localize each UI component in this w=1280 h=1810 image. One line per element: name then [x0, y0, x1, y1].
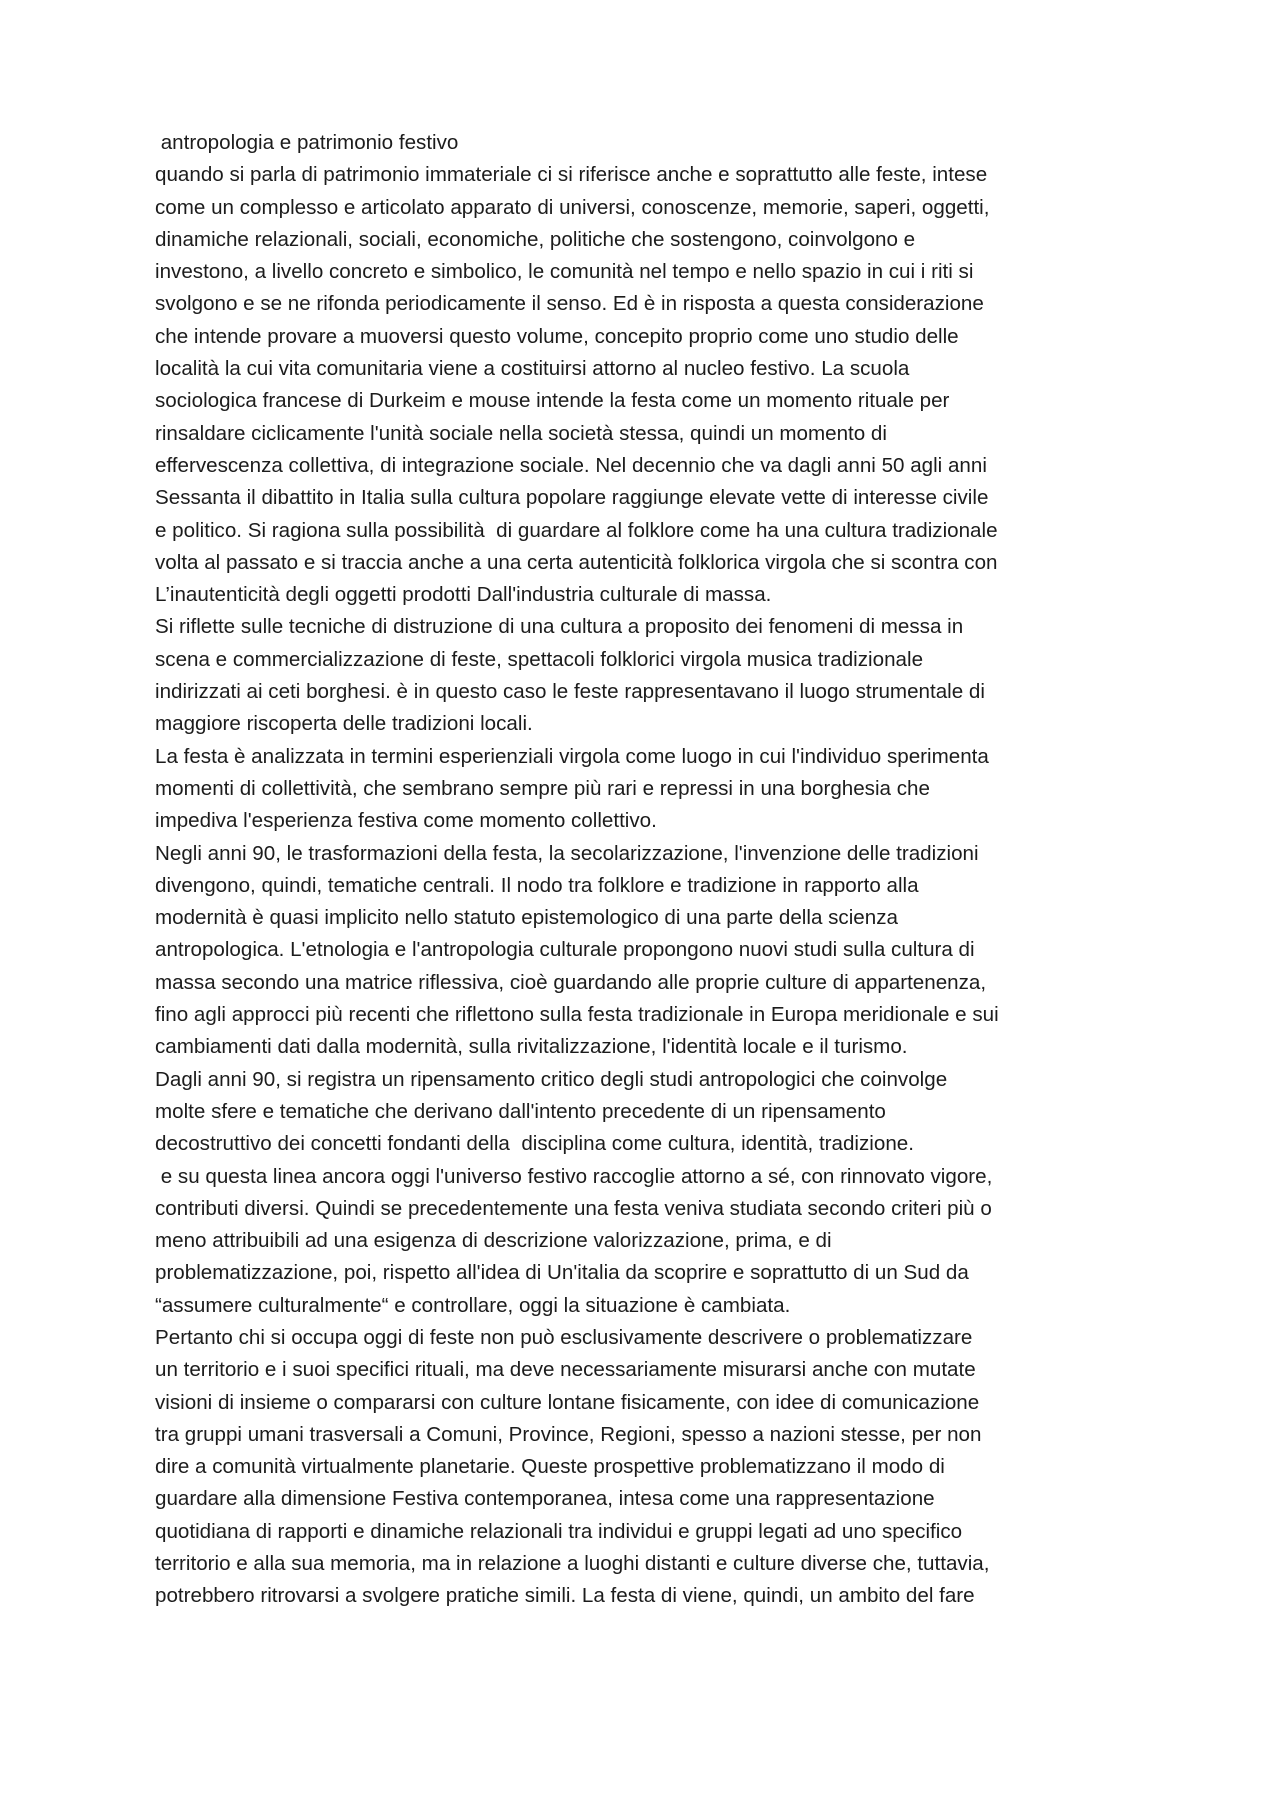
text-line: Negli anni 90, le trasformazioni della festa, la secolarizzazione, l'invenzione delle tradizioni: [155, 841, 979, 865]
text-line: quotidiana di rapporti e dinamiche relazionali tra individui e gruppi legati ad uno specifico: [155, 1519, 963, 1543]
text-line: località la cui vita comunitaria viene a costituirsi attorno al nucleo festivo. La scuola: [155, 357, 910, 381]
text-line: indirizzati ai ceti borghesi. è in questo caso le feste rappresentavano il luogo strumentale di: [155, 680, 985, 704]
text-line: guardare alla dimensione Festiva contemporanea, intesa come una rappresentazione: [155, 1487, 935, 1511]
text-line: Si riflette sulle tecniche di distruzione di una cultura a proposito dei fenomeni di messa in: [155, 615, 964, 639]
text-line: investono, a livello concreto e simbolico, le comunità nel tempo e nello spazio in cui i riti si: [155, 260, 974, 284]
text-line: massa secondo una matrice riflessiva, cioè guardando alle proprie culture di appartenenza,: [155, 970, 987, 994]
text-line: momenti di collettività, che sembrano sempre più rari e repressi in una borghesia che: [155, 776, 930, 800]
text-line: dire a comunità virtualmente planetarie. Queste prospettive problematizzano il modo di: [155, 1455, 945, 1479]
text-line: antropologica. L'etnologia e l'antropologia culturale propongono nuovi studi sulla cultura di: [155, 938, 975, 962]
text-line: un territorio e i suoi specifici rituali, ma deve necessariamente misurarsi anche con mutate: [155, 1358, 976, 1382]
text-line: molte sfere e tematiche che derivano dall'intento precedente di un ripensamento: [155, 1099, 886, 1123]
text-line: quando si parla di patrimonio immateriale ci si riferisce anche e soprattutto alle feste, intese: [155, 163, 988, 187]
text-line: Dagli anni 90, si registra un ripensamento critico degli studi antropologici che coinvolge: [155, 1067, 948, 1091]
text-line: L’inautenticità degli oggetti prodotti Dall'industria culturale di massa.: [155, 583, 772, 607]
text-line: e su questa linea ancora oggi l'universo festivo raccoglie attorno a sé, con rinnovato vigore,: [155, 1164, 993, 1188]
text-line: divengono, quindi, tematiche centrali. Il nodo tra folklore e tradizione in rapporto alla: [155, 873, 919, 897]
text-line: sociologica francese di Durkeim e mouse intende la festa come un momento rituale per: [155, 389, 950, 413]
text-line: “assumere culturalmente“ e controllare, oggi la situazione è cambiata.: [155, 1293, 791, 1317]
text-line: maggiore riscoperta delle tradizioni locali.: [155, 712, 533, 736]
text-line: scena e commercializzazione di feste, spettacoli folklorici virgola musica tradizionale: [155, 647, 924, 671]
text-line: decostruttivo dei concetti fondanti della disciplina come cultura, identità, tradizione.: [155, 1132, 914, 1156]
text-line: che intende provare a muoversi questo volume, concepito proprio come uno studio delle: [155, 324, 959, 348]
text-line: tra gruppi umani trasversali a Comuni, Province, Regioni, spesso a nazioni stesse, per non: [155, 1422, 982, 1446]
text-line: dinamiche relazionali, sociali, economiche, politiche che sostengono, coinvolgono e: [155, 227, 916, 251]
text-line: visioni di insieme o compararsi con culture lontane fisicamente, con idee di comunicazione: [155, 1390, 980, 1414]
text-line: rinsaldare ciclicamente l'unità sociale nella società stessa, quindi un momento di: [155, 421, 887, 445]
text-line: modernità è quasi implicito nello statuto epistemologico di una parte della scienza: [155, 906, 898, 930]
text-line: La festa è analizzata in termini esperienziali virgola come luogo in cui l'individuo sperimenta: [155, 744, 989, 768]
text-line-title: antropologia e patrimonio festivo: [155, 131, 459, 154]
text-line: volta al passato e si traccia anche a una certa autenticità folklorica virgola che si scontra con: [155, 550, 998, 574]
text-line: effervescenza collettiva, di integrazione sociale. Nel decennio che va dagli anni 50 agli anni: [155, 453, 987, 477]
text-line: cambiamenti dati dalla modernità, sulla rivitalizzazione, l'identità locale e il turismo.: [155, 1035, 908, 1059]
text-line: territorio e alla sua memoria, ma in relazione a luoghi distanti e culture diverse che, tuttavia,: [155, 1552, 990, 1576]
text-line: Sessanta il dibattito in Italia sulla cultura popolare raggiunge elevate vette di interesse civile: [155, 486, 989, 510]
document-body: [155, 127, 1155, 1613]
text-line: Pertanto chi si occupa oggi di feste non può esclusivamente descrivere o problematizzare: [155, 1325, 973, 1349]
text-line: svolgono e se ne rifonda periodicamente il senso. Ed è in risposta a questa considerazione: [155, 292, 984, 316]
text-line: e politico. Si ragiona sulla possibilità di guardare al folklore come ha una cultura tradizionale: [155, 518, 998, 542]
text-line: impediva l'esperienza festiva come momento collettivo.: [155, 809, 657, 833]
text-line: meno attribuibili ad una esigenza di descrizione valorizzazione, prima, e di: [155, 1229, 832, 1253]
text-line: potrebbero ritrovarsi a svolgere pratiche simili. La festa di viene, quindi, un ambito del fare: [155, 1584, 975, 1608]
text-line: fino agli approcci più recenti che riflettono sulla festa tradizionale in Europa meridionale e sui: [155, 1003, 999, 1027]
text-line: come un complesso e articolato apparato di universi, conoscenze, memorie, saperi, oggetti,: [155, 195, 990, 219]
text-line: contributi diversi. Quindi se precedentemente una festa veniva studiata secondo criteri più o: [155, 1196, 992, 1220]
text-line: problematizzazione, poi, rispetto all'idea di Un'italia da scoprire e soprattutto di un Sud da: [155, 1261, 969, 1285]
